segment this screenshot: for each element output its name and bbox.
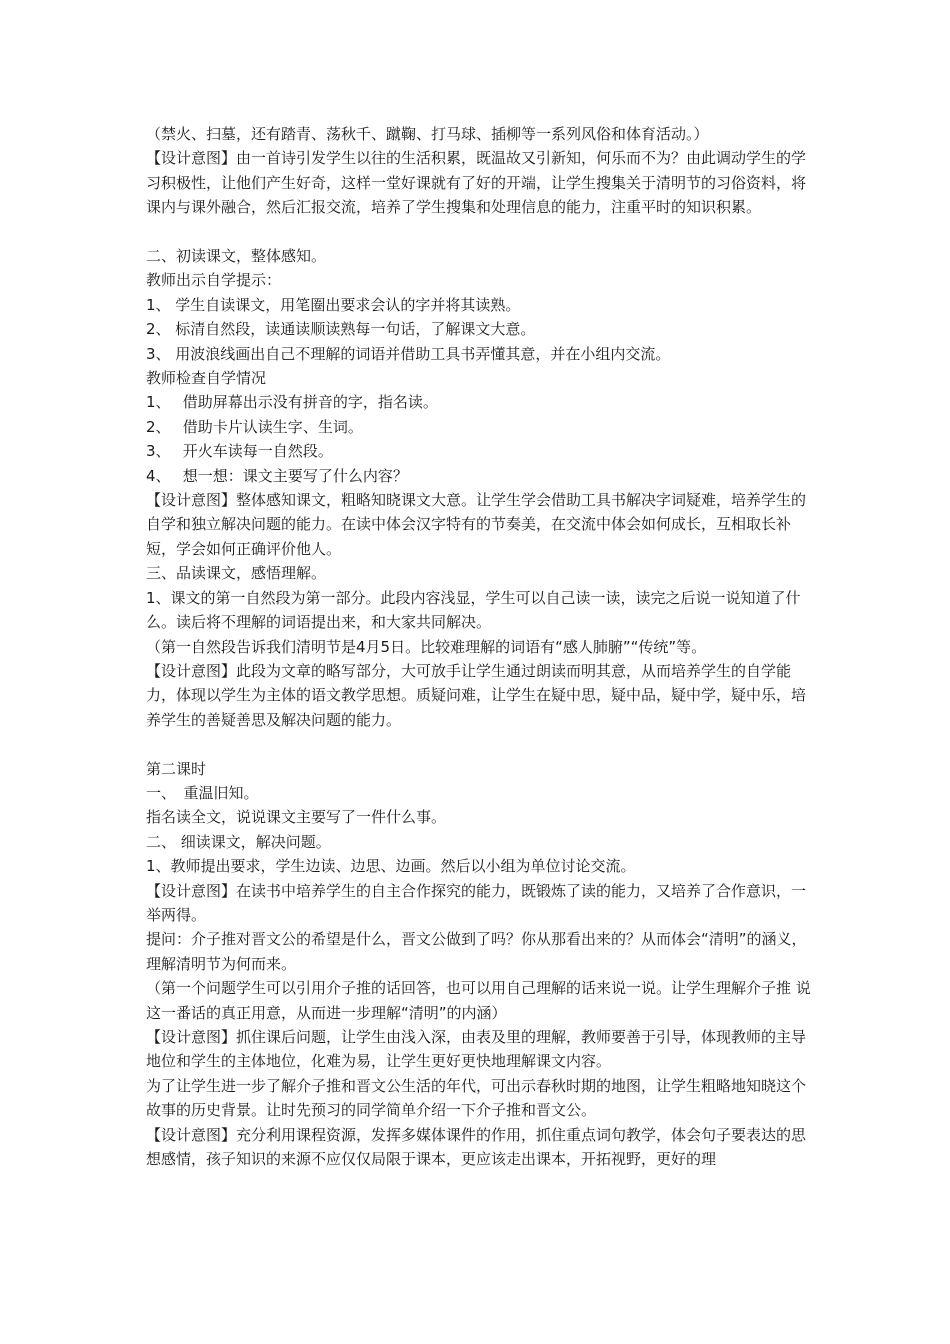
paragraph-check-self-study: 教师检查自学情况	[146, 369, 267, 388]
paragraph-qingming-date: （第一自然段告诉我们清明节是4月5日。比较难理解的词语有“感人肺腑”“传统”等。	[146, 637, 707, 656]
paragraph-question: 提问：介子推对晋文公的希望是什么，晋文公做到了吗？你从那看出来的？从而体会“清明”的涵义，理解清明节为何而来。	[146, 930, 807, 973]
check-item-2: 2、 借助卡片认读生字、生词。	[146, 417, 363, 436]
paragraph-design-intent-6: 【设计意图】充分利用课程资源，发挥多媒体课件的作用，抓住重点词句教学，体会句子要表达的思想感情，孩子知识的来源不应仅仅局限于课本，更应该走出课本，开拓视野，更好的理	[146, 1125, 807, 1169]
heading-review: 一、 重温旧知。	[146, 783, 259, 802]
paragraph-design-intent-1: 【设计意图】由一首诗引发学生以往的生活积累，既温故又引新知，何乐而不为？由此调动学生的学习积极性，让他们产生好奇，这样一堂好课就有了好的开端，让学生搜集关于清明节的习俗资料，将课内与课外融合，然后汇报交流，培养了学生搜集和处理信息的能力，注重平时的知识积累。	[146, 149, 807, 217]
paragraph-teacher-requirements: 1、教师提出要求，学生边读、边思、边画。然后以小组为单位讨论交流。	[146, 857, 636, 876]
list-item-3: 3、 用波浪线画出自己不理解的词语并借助工具书弄懂其意，并在小组内交流。	[146, 344, 671, 363]
blank-line	[146, 732, 816, 756]
list-item-1: 1、 学生自读课文，用笔圈出要求会认的字并将其读熟。	[146, 295, 521, 314]
paragraph-design-intent-3: 【设计意图】此段为文章的略写部分，大可放手让学生通过朗读而明其意，从而培养学生的自学能力，体现以学生为主体的语文教学思想。质疑问难，让学生在疑中思，疑中品，疑中学，疑中乐，培养学生的善疑善思及解决问题的能力。	[146, 661, 807, 729]
paragraph-festival-customs: （禁火、扫墓，还有踏青、荡秋千、蹴鞠、打马球、插柳等一系列风俗和体育活动。）	[146, 125, 709, 143]
paragraph-design-intent-4: 【设计意图】在读书中培养学生的自主合作探究的能力，既锻炼了读的能力，又培养了合作意识，一举两得。	[146, 881, 807, 924]
check-item-4: 4、 想一想：课文主要写了什么内容？	[146, 466, 408, 485]
heading-section-2: 二、初读课文，整体感知。	[146, 247, 327, 266]
paragraph-self-study-prompt: 教师出示自学提示：	[146, 271, 282, 290]
check-item-3: 3、 开火车读每一自然段。	[146, 442, 333, 461]
document-body	[146, 122, 816, 1171]
check-item-1: 1、 借助屏幕出示没有拼音的字，指名读。	[146, 393, 438, 412]
paragraph-historical-background: 为了让学生进一步了解介子推和晋文公生活的年代，可出示春秋时期的地图，让学生粗略地知晓这个故事的历史背景。让时先预习的同学简单介绍一下介子推和晋文公。	[146, 1076, 807, 1120]
heading-section-3: 三、品读课文，感悟理解。	[146, 564, 327, 583]
paragraph-read-full-text: 指名读全文，说说课文主要写了一件什么事。	[146, 808, 447, 827]
paragraph-design-intent-5: 【设计意图】抓住课后问题，让学生由浅入深，由表及里的理解，教师要善于引导，体现教师的主导地位和学生的主体地位，化难为易，让学生更好更快地理解课文内容。	[146, 1028, 807, 1071]
paragraph-answer-note: （第一个问题学生可以引用介子推的话回答，也可以用自己理解的话来说一说。让学生理解介子推 说这一番话的真正用意，从而进一步理解“清明”的内涵）	[146, 979, 811, 1022]
paragraph-design-intent-2: 【设计意图】整体感知课文，粗略知晓课文大意。让学生学会借助工具书解决字词疑难，培养学生的自学和独立解决问题的能力。在读中体会汉字特有的节奏美，在交流中体会如何成长，互相取长补短，学会如何正确评价他人。	[146, 491, 807, 558]
blank-line	[146, 220, 816, 244]
list-item-2: 2、 标清自然段，读通读顺读熟每一句话，了解课文大意。	[146, 320, 536, 339]
heading-detailed-reading: 二、 细读课文，解决问题。	[146, 832, 331, 851]
heading-second-lesson: 第二课时	[146, 759, 207, 778]
paragraph-first-part: 1、课文的第一自然段为第一部分。此段内容浅显，学生可以自己读一读，读完之后说一说知道了什么。读后将不理解的词语提出来，和大家共同解决。	[146, 588, 801, 632]
